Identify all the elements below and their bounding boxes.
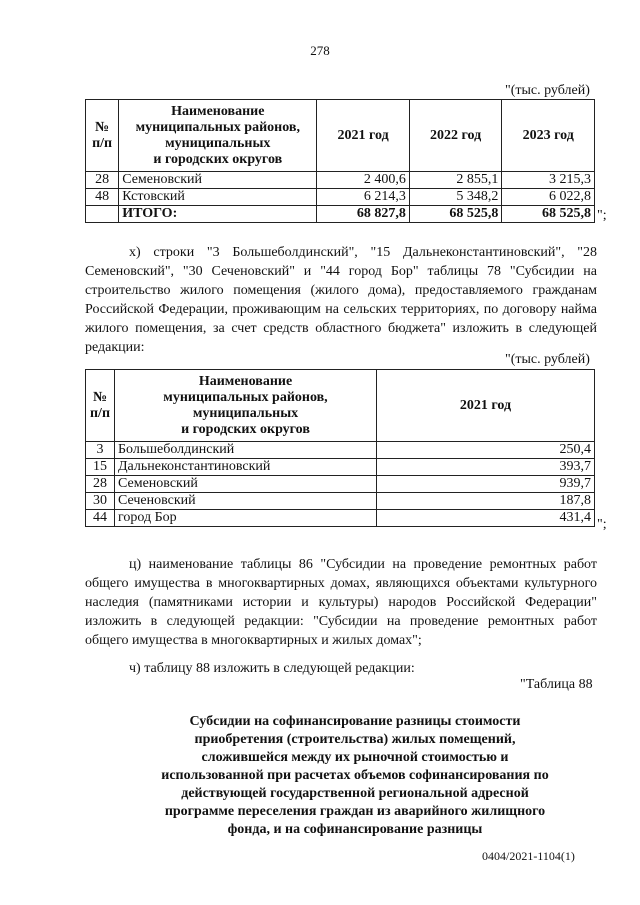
table-row — [86, 459, 595, 476]
table-row — [86, 172, 595, 189]
row-2021: 2 400,6 — [317, 172, 410, 189]
table1 — [85, 99, 595, 223]
table-row — [86, 442, 595, 459]
row-2021: 939,7 — [377, 476, 595, 493]
page-number: 278 — [310, 43, 330, 58]
row-2023: 6 022,8 — [502, 189, 595, 206]
total-2022: 68 525,8 — [409, 206, 502, 223]
table1-unit-label: "(тыс. рублей) — [505, 83, 590, 98]
table-total-row — [86, 206, 595, 223]
row-2021: 187,8 — [377, 493, 595, 510]
total-2021: 68 827,8 — [317, 206, 410, 223]
table88-title: Субсидии на софинансирование разницы стоимости приобретения (строительства) жилых помещений, сложившейся между их рыночной стоимостью и использованной при расчетах объемов софинансирования по действующей государственной региональной адресной программе переселения граждан из аварийного жилищного фонда, и на софинансирование разницы — [161, 714, 549, 837]
row-name: город Бор — [115, 510, 377, 527]
paragraph-x: х) строки "3 Большеболдинский", "15 Дальнеконстантиновский", "28 Семеновский", "30 Сеченовский" и "44 город Бор" таблицы 78 "Субсидии на строительство жилого помещения (жилого дома), предоставляемого гражданам Российской Федерации, проживающим на сельских территориях, по договору найма жилого помещения, за счет средств областного бюджета" изложить в следующей редакции: — [85, 245, 597, 355]
total-2023: 68 525,8 — [502, 206, 595, 223]
table-row — [86, 476, 595, 493]
row-name: Дальнеконстантиновский — [115, 459, 377, 476]
row-no: 48 — [86, 189, 119, 206]
table1-header-2023: 2023 год — [502, 100, 595, 172]
table2-header-name: Наименование муниципальных районов, муниципальных и городских округов — [115, 370, 377, 442]
row-no: 15 — [86, 459, 115, 476]
table2 — [85, 369, 595, 527]
row-no: 30 — [86, 493, 115, 510]
table1-header-name: Наименование муниципальных районов, муниципальных и городских округов — [119, 100, 317, 172]
table-row — [86, 493, 595, 510]
row-no: 28 — [86, 476, 115, 493]
table88-label: "Таблица 88 — [520, 677, 593, 692]
row-no: 3 — [86, 442, 115, 459]
row-2023: 3 215,3 — [502, 172, 595, 189]
row-2022: 2 855,1 — [409, 172, 502, 189]
row-name: Большеболдинский — [115, 442, 377, 459]
table-row — [86, 189, 595, 206]
paragraph-ch: ч) таблицу 88 изложить в следующей редакции: — [129, 661, 415, 676]
row-name: Сеченовский — [115, 493, 377, 510]
table1-header-2022: 2022 год — [409, 100, 502, 172]
footer-code: 0404/2021-1104(1) — [482, 849, 575, 863]
row-no: 44 — [86, 510, 115, 527]
row-2022: 5 348,2 — [409, 189, 502, 206]
table2-tail: "; — [597, 517, 607, 532]
row-name: Семеновский — [119, 172, 317, 189]
total-label: ИТОГО: — [119, 206, 317, 223]
table1-header-2021: 2021 год — [317, 100, 410, 172]
paragraph-ts: ц) наименование таблицы 86 "Субсидии на проведение ремонтных работ общего имущества в многоквартирных домах, являющихся объектами культурного наследия (памятниками истории и культуры) народов Российской Федерации" изложить в следующей редакции: "Субсидии на проведение ремонтных работ общего имущества в многоквартирных и жилых домах"; — [85, 557, 597, 648]
row-2021: 250,4 — [377, 442, 595, 459]
table2-unit-label: "(тыс. рублей) — [505, 352, 590, 367]
row-name: Кстовский — [119, 189, 317, 206]
table2-header-2021: 2021 год — [377, 370, 595, 442]
row-2021: 393,7 — [377, 459, 595, 476]
table2-header-no: № п/п — [86, 370, 115, 442]
table1-tail: "; — [597, 208, 607, 223]
row-2021: 6 214,3 — [317, 189, 410, 206]
row-2021: 431,4 — [377, 510, 595, 527]
table-row — [86, 510, 595, 527]
row-name: Семеновский — [115, 476, 377, 493]
table1-header-no: № п/п — [86, 100, 119, 172]
row-no: 28 — [86, 172, 119, 189]
